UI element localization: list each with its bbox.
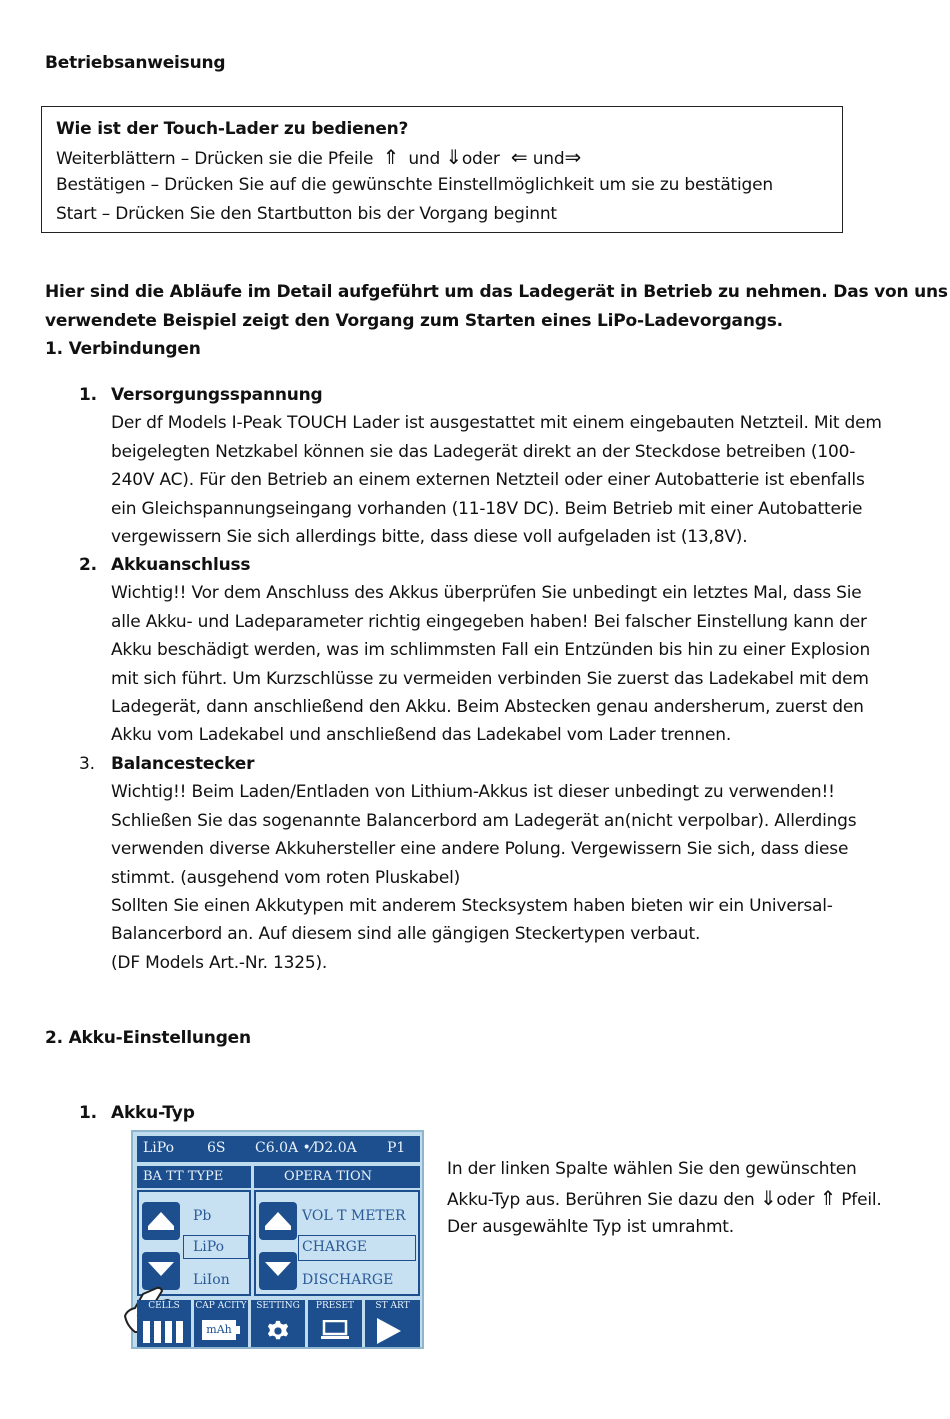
item-2-line: alle Akku- und Ladeparameter richtig eingegeben haben! Bei falscher Einstellung kann der	[111, 611, 867, 632]
box-line-confirm: Bestätigen – Drücken Sie auf die gewünschte Einstellmöglichkeit um sie zu bestätigen	[56, 175, 773, 195]
item-1-line: 240V AC). Für den Betrieb an einem externen Netzteil oder einer Autobatterie ist ebenfalls	[111, 470, 865, 491]
cells-icon-bar	[154, 1321, 161, 1343]
item-balancestecker	[111, 750, 891, 977]
intro-line-1: Hier sind die Abläufe im Detail aufgeführt um das Ladegerät in Betrieb zu nehmen. Das von uns	[45, 282, 948, 302]
lcd-start-button[interactable]	[365, 1300, 420, 1347]
lcd-batt-up-button[interactable]	[142, 1202, 180, 1240]
item-3-line: Sollten Sie einen Akkutypen mit anderem Stecksystem haben bieten wir ein Universal-	[111, 896, 833, 917]
item-3-title: Balancestecker	[111, 754, 255, 774]
lcd-batt-option[interactable]: LiPo	[193, 1239, 225, 1255]
akku-typ-title: Akku-Typ	[111, 1103, 195, 1123]
lcd-preset-button[interactable]	[308, 1300, 362, 1347]
item-2-title: Akkuanschluss	[111, 555, 251, 575]
gear-icon	[267, 1320, 289, 1342]
lcd-start-label: ST ART	[375, 1301, 410, 1311]
cells-icon	[143, 1321, 150, 1343]
cells-icon-bar	[176, 1321, 183, 1343]
item-3-line: Wichtig!! Beim Laden/Entladen von Lithium-Akkus ist dieser unbedingt zu verwenden!!	[111, 782, 835, 803]
lcd-operation-label: OPERA TION	[284, 1169, 373, 1184]
section-verbindungen: 1. Verbindungen	[45, 339, 201, 359]
akku-typ-number: 1.	[79, 1103, 97, 1123]
arrow-left-icon: ⇐	[510, 145, 528, 169]
lcd-cells-button[interactable]	[137, 1300, 191, 1347]
item-1-line: vergewissern Sie sich allerdings bitte, dass diese voll aufgeladen ist (13,8V).	[111, 527, 748, 548]
item-2-line: Ladegerät, dann anschließend den Akku. Beim Abstecken genau andersherum, zuerst den	[111, 697, 864, 718]
item-2-line: Akku beschädigt werden, was im schlimmsten Fall ein Entzünden bis hin zu einer Explosion	[111, 640, 871, 661]
lcd-op-down-button[interactable]	[259, 1252, 297, 1290]
lcd-operation-option[interactable]: DISCHARGE	[302, 1272, 394, 1288]
desc-line-2-text: Akku-Typ aus. Berühren Sie dazu den	[447, 1190, 755, 1210]
item-3-number: 3.	[79, 754, 95, 774]
item-1-line: beigelegten Netzkabel können sie das Ladegerät direkt an der Steckdose betreiben (100-	[111, 441, 856, 462]
arrow-down-icon: ⇓	[759, 1186, 777, 1210]
arrow-up-icon: ⇑	[382, 145, 400, 169]
lcd-setting-label: SETTING	[256, 1301, 300, 1311]
desc-oder: oder	[776, 1190, 815, 1210]
box-und-1: und	[408, 149, 441, 169]
battery-icon: mAh	[202, 1320, 236, 1340]
lcd-status-bar	[137, 1136, 420, 1162]
lcd-operation-option[interactable]: VOL T METER	[302, 1208, 406, 1224]
box-line-navigate-text: Weiterblättern – Drücken sie die Pfeile	[56, 149, 374, 169]
item-3-line: Schließen Sie das sogenannte Balancerbord am Ladegerät an(nicht verpolbar). Allerdings	[111, 810, 857, 831]
triangle-down-icon	[148, 1262, 174, 1276]
triangle-up-icon	[148, 1212, 174, 1226]
akku-typ-desc-line-1: In der linken Spalte wählen Sie den gewünschten	[447, 1159, 857, 1179]
item-1-number: 1.	[79, 385, 97, 405]
lcd-batt-option[interactable]: LiIon	[193, 1272, 230, 1288]
lcd-operation-header	[254, 1166, 420, 1188]
instruction-box	[41, 106, 843, 233]
lcd-operation-option[interactable]: CHARGE	[302, 1239, 367, 1255]
box-oder: oder	[461, 149, 500, 169]
lcd-operation-panel	[254, 1190, 420, 1296]
triangle-up-icon	[265, 1212, 291, 1226]
cells-icon-bar	[165, 1321, 172, 1343]
page-title: Betriebsanweisung	[45, 53, 226, 73]
section-akku-einstellungen: 2. Akku-Einstellungen	[45, 1028, 251, 1048]
play-icon	[377, 1318, 401, 1344]
akku-typ-desc-line-3: Der ausgewählte Typ ist umrahmt.	[447, 1217, 734, 1237]
item-1-line: Der df Models I-Peak TOUCH Lader ist ausgestattet mit einem eingebauten Netzteil. Mit dem	[111, 413, 882, 434]
box-line-start: Start – Drücken Sie den Startbutton bis der Vorgang beginnt	[56, 204, 557, 224]
lcd-setting-button[interactable]	[251, 1300, 305, 1347]
lcd-cells-label: CELLS	[148, 1301, 180, 1311]
lcd-status-cells: 6S	[207, 1140, 226, 1156]
lcd-op-up-button[interactable]	[259, 1202, 297, 1240]
lcd-batt-type-label: BA TT TYPE	[143, 1169, 224, 1184]
box-heading: Wie ist der Touch-Lader zu bedienen?	[56, 119, 409, 139]
arrow-down-icon: ⇓	[445, 145, 462, 169]
item-1-title: Versorgungsspannung	[111, 385, 323, 405]
lcd-status-current: C6.0A •⁄D2.0A	[255, 1140, 357, 1156]
charger-lcd-screen	[131, 1130, 424, 1349]
lcd-status-profile: P1	[387, 1140, 406, 1156]
desc-pfeil: Pfeil.	[841, 1190, 882, 1210]
lcd-batt-option[interactable]: Pb	[193, 1208, 212, 1224]
item-2-line: Akku vom Ladekabel und anschließend das Ladekabel vom Lader trennen.	[111, 725, 732, 746]
lcd-status-type: LiPo	[143, 1140, 175, 1156]
box-line-navigate	[56, 143, 581, 173]
item-akkuanschluss	[111, 551, 891, 750]
lcd-batt-type-panel	[137, 1190, 251, 1296]
arrow-up-icon: ⇑	[819, 1186, 837, 1210]
item-3-line: stimmt. (ausgehend vom roten Pluskabel)	[111, 867, 461, 888]
box-und-2: und	[532, 149, 565, 169]
item-3-line: verwenden diverse Akkuhersteller eine andere Polung. Vergewissern Sie sich, dass diese	[111, 839, 849, 860]
lcd-capacity-label: CAP ACITY	[195, 1301, 247, 1311]
item-3-line: Balancerbord an. Auf diesem sind alle gängigen Steckertypen verbaut.	[111, 924, 701, 945]
triangle-down-icon	[265, 1262, 291, 1276]
lcd-batt-type-header	[137, 1166, 251, 1188]
lcd-preset-label: PRESET	[315, 1301, 355, 1311]
item-2-line: mit sich führt. Um Kurzschlüsse zu vermeiden verbinden Sie zuerst das Ladekabel mit dem	[111, 668, 869, 689]
akku-typ-desc-line-2	[447, 1184, 882, 1214]
lcd-batt-down-button[interactable]	[142, 1252, 180, 1290]
arrow-right-icon: ⇒	[564, 145, 581, 169]
item-2-line: Wichtig!! Vor dem Anschluss des Akkus überprüfen Sie unbedingt ein letztes Mal, dass Sie	[111, 583, 862, 604]
monitor-icon	[321, 1320, 349, 1340]
intro-line-2: verwendete Beispiel zeigt den Vorgang zum Starten eines LiPo-Ladevorgangs.	[45, 311, 783, 331]
item-2-number: 2.	[79, 555, 97, 575]
item-versorgungsspannung	[111, 381, 891, 551]
item-1-line: ein Gleichspannungseingang vorhanden (11-18V DC). Beim Betrieb mit einer Autobatterie	[111, 498, 863, 519]
battery-tip	[236, 1326, 240, 1334]
lcd-capacity-button[interactable]	[194, 1300, 248, 1347]
item-3-line: (DF Models Art.-Nr. 1325).	[111, 952, 328, 973]
